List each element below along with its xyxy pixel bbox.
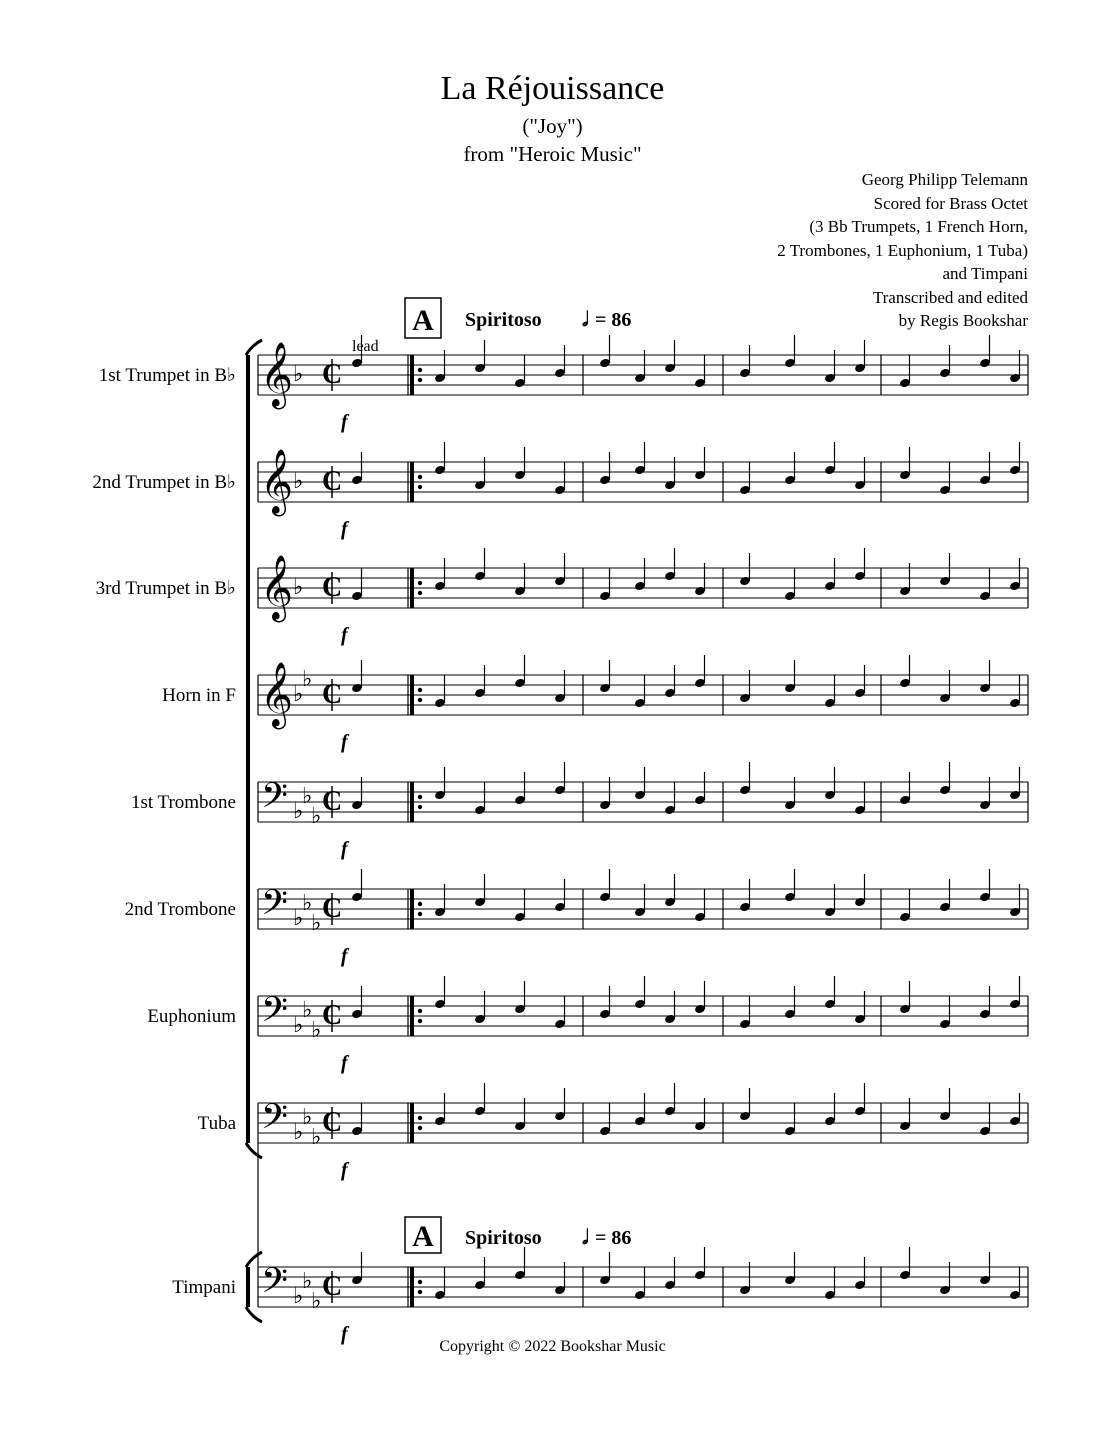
bass-clef-icon: 𝄢 — [261, 989, 289, 1038]
staff-8 — [198, 1083, 1028, 1181]
score-source: from "Heroic Music" — [463, 142, 642, 166]
score-title: La Réjouissance — [440, 70, 665, 107]
bracket-hook — [246, 1307, 262, 1322]
repeat-dot — [418, 1290, 422, 1294]
time-signature: C — [322, 572, 343, 603]
staff-4 — [162, 655, 1028, 753]
credit-scoring: Scored for Brass Octet — [873, 193, 1028, 213]
staves-layer — [92, 335, 1028, 1345]
flat-icon: ♭ — [311, 1018, 322, 1043]
dynamic-marking: f — [341, 411, 348, 433]
repeat-dot — [418, 485, 422, 489]
repeat-dot — [418, 902, 422, 906]
half-note-icon: 𝅗𝅥 — [582, 1227, 589, 1249]
flat-icon: ♭ — [302, 998, 313, 1023]
flat-icon: ♭ — [293, 1120, 304, 1145]
treble-clef-icon: 𝄞 — [260, 342, 294, 407]
repeat-dot — [418, 581, 422, 585]
dynamic-marking: f — [341, 945, 348, 967]
flat-icon: ♭ — [311, 804, 322, 829]
bracket-hook — [246, 1252, 262, 1267]
staff-6 — [125, 869, 1028, 967]
flat-icon: ♭ — [302, 1105, 313, 1130]
dynamic-marking: f — [341, 1323, 348, 1345]
staff-3 — [96, 548, 1028, 646]
repeat-dot — [418, 368, 422, 372]
credit-instruments-2: 2 Trombones, 1 Euphonium, 1 Tuba) — [777, 240, 1028, 260]
repeat-dot — [418, 591, 422, 595]
staff-7 — [147, 976, 1028, 1074]
repeat-dot — [418, 795, 422, 799]
flat-icon: ♭ — [311, 911, 322, 936]
repeat-dot — [418, 688, 422, 692]
repeat-dot — [418, 805, 422, 809]
credit-transcribed: Transcribed and edited — [872, 287, 1028, 307]
bass-clef-icon: 𝄢 — [261, 882, 289, 931]
flat-icon: ♭ — [293, 906, 304, 931]
credit-instruments-3: and Timpani — [942, 264, 1028, 283]
flat-icon: ♭ — [293, 682, 304, 707]
time-signature: C — [322, 893, 343, 924]
time-signature: C — [322, 1107, 343, 1138]
rehearsal-mark-timpani: A — [412, 1220, 434, 1253]
time-signature: C — [322, 1000, 343, 1031]
repeat-dot — [418, 475, 422, 479]
flat-icon: ♭ — [293, 1284, 304, 1309]
rehearsal-mark-top: A — [412, 304, 434, 337]
instrument-name: Euphonium — [147, 1006, 236, 1027]
flat-icon: ♭ — [293, 575, 304, 600]
treble-clef-icon: 𝄞 — [260, 662, 294, 727]
flat-icon: ♭ — [311, 1289, 322, 1314]
staff-9 — [172, 1247, 1028, 1345]
bracket-hook — [246, 1143, 262, 1158]
flat-icon: ♭ — [302, 891, 313, 916]
dynamic-marking: f — [341, 624, 348, 646]
tempo-value-top: = 86 — [595, 309, 632, 331]
bass-clef-icon: 𝄢 — [261, 1260, 289, 1309]
credit-editor: by Regis Bookshar — [898, 311, 1028, 330]
repeat-dot — [418, 698, 422, 702]
dynamic-marking: f — [341, 838, 348, 860]
flat-icon: ♭ — [293, 799, 304, 824]
flat-icon: ♭ — [311, 1125, 322, 1150]
flat-icon: ♭ — [302, 1269, 313, 1294]
repeat-dot — [418, 1009, 422, 1013]
time-signature: C — [322, 1271, 343, 1302]
dynamic-marking: f — [341, 1052, 348, 1074]
credit-instruments-1: (3 Bb Trumpets, 1 French Horn, — [809, 217, 1028, 236]
treble-clef-icon: 𝄞 — [260, 555, 294, 620]
copyright: Copyright © 2022 Bookshar Music — [439, 1338, 666, 1355]
repeat-dot — [418, 1019, 422, 1023]
tempo-text-top: Spiritoso — [465, 309, 542, 331]
repeat-dot — [418, 1280, 422, 1284]
instrument-name: 2nd Trumpet in B♭ — [92, 472, 236, 493]
repeat-dot — [418, 1116, 422, 1120]
instrument-name: 3rd Trumpet in B♭ — [95, 578, 236, 599]
dynamic-marking: f — [341, 731, 348, 753]
tempo-text-timpani: Spiritoso — [465, 1227, 542, 1249]
bass-clef-icon: 𝄢 — [261, 1096, 289, 1145]
instrument-name: Horn in F — [162, 685, 236, 706]
time-signature: C — [322, 359, 343, 390]
score-subtitle: ("Joy") — [522, 114, 583, 138]
treble-clef-icon: 𝄞 — [260, 449, 294, 514]
repeat-dot — [418, 912, 422, 916]
flat-icon: ♭ — [302, 667, 313, 692]
staff-5 — [131, 762, 1028, 860]
flat-icon: ♭ — [293, 362, 304, 387]
flat-icon: ♭ — [293, 1013, 304, 1038]
dynamic-marking: f — [341, 1159, 348, 1181]
dynamic-marking: f — [341, 518, 348, 540]
time-signature: C — [322, 786, 343, 817]
instrument-name: 1st Trombone — [130, 792, 236, 813]
time-signature: C — [322, 679, 343, 710]
staff-2 — [92, 442, 1028, 540]
repeat-dot — [418, 378, 422, 382]
tempo-value-timpani: = 86 — [595, 1227, 632, 1249]
repeat-dot — [418, 1126, 422, 1130]
instrument-name: Timpani — [172, 1277, 236, 1298]
credit-composer: Georg Philipp Telemann — [861, 170, 1028, 189]
flat-icon: ♭ — [302, 784, 313, 809]
staff-1 — [99, 335, 1028, 433]
bass-clef-icon: 𝄢 — [261, 775, 289, 824]
time-signature: C — [322, 466, 343, 497]
instrument-name: Tuba — [197, 1113, 236, 1134]
half-note-icon: 𝅗𝅥 — [582, 309, 589, 331]
instrument-name: 2nd Trombone — [124, 899, 236, 920]
flat-icon: ♭ — [293, 469, 304, 494]
lead-marking: lead — [352, 338, 379, 355]
instrument-name: 1st Trumpet in B♭ — [98, 365, 236, 386]
